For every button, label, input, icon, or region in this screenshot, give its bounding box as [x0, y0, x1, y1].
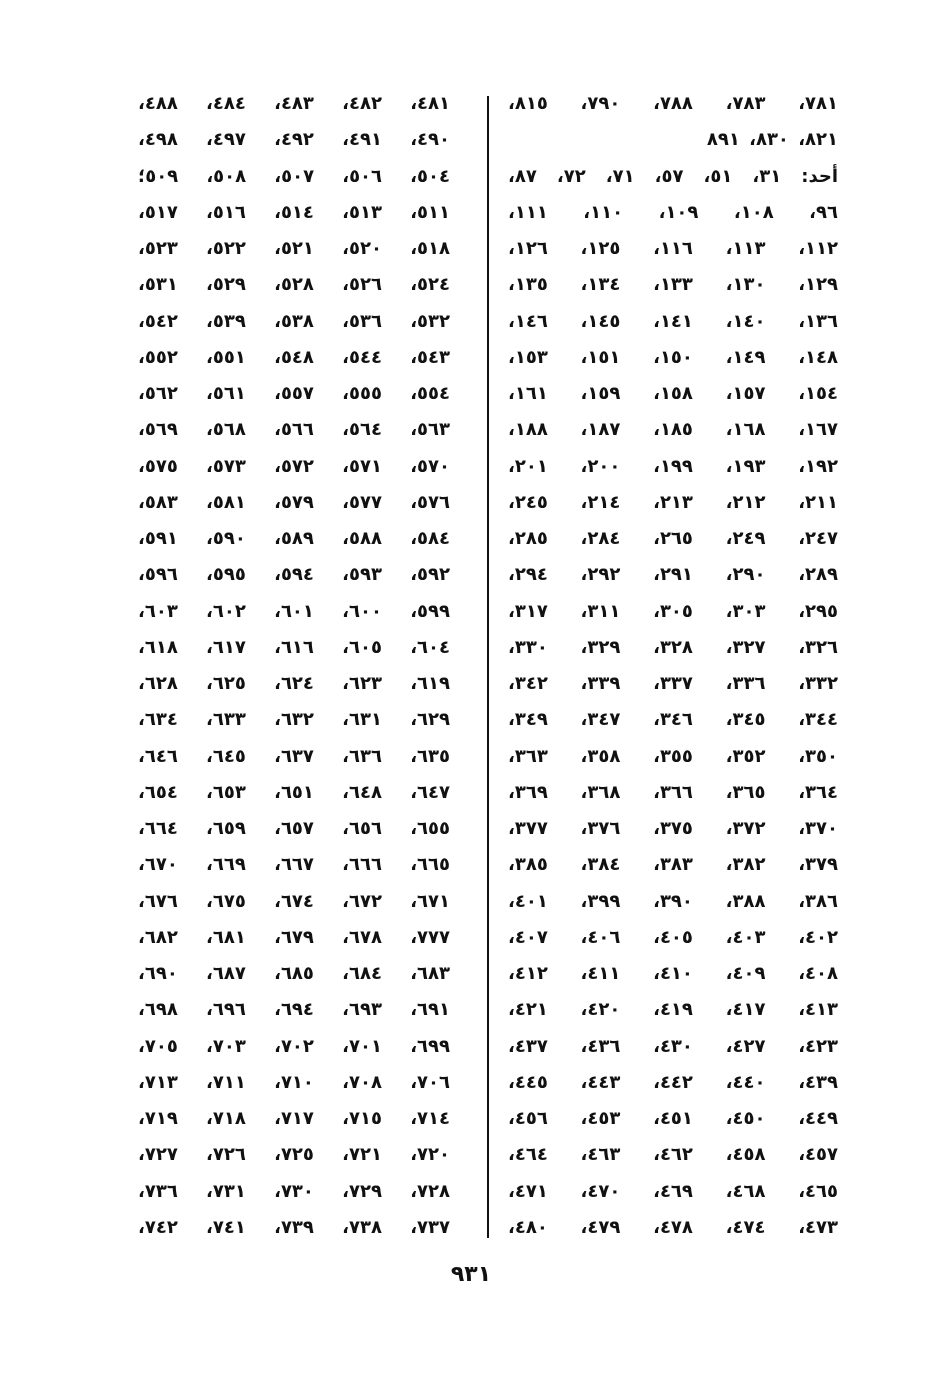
- index-line: ٣٣٢، ٣٣٦، ٣٣٧، ٣٣٩، ٣٤٢،: [508, 673, 838, 694]
- index-line: ٥٧٠، ٥٧١، ٥٧٢، ٥٧٣، ٥٧٥،: [138, 455, 450, 477]
- index-line: ٥٦٣، ٥٦٤، ٥٦٦، ٥٦٨، ٥٦٩،: [138, 419, 450, 441]
- index-line: ٧٠٦، ٧٠٨، ٧١٠، ٧١١، ٧١٣،: [138, 1071, 450, 1093]
- index-line: ٢٩٥، ٣٠٣، ٣٠٥، ٣١١، ٣١٧،: [508, 600, 838, 622]
- index-line: ١٣٦، ١٤٠، ١٤١، ١٤٥، ١٤٦،: [508, 310, 838, 332]
- page-number: ٩٣١: [450, 1262, 492, 1287]
- index-line: ٣٨٦، ٣٨٨، ٣٩٠، ٣٩٩، ٤٠١،: [508, 890, 838, 912]
- index-line: ٢١١، ٢١٢، ٢١٣، ٢١٤، ٢٤٥،: [508, 491, 838, 513]
- index-line: ٣٥٠، ٣٥٢، ٣٥٥، ٣٥٨، ٣٦٣،: [508, 745, 838, 767]
- index-line: ٤٨١، ٤٨٢، ٤٨٣، ٤٨٤، ٤٨٨،: [138, 93, 450, 114]
- index-line: ٦٢٩، ٦٣١، ٦٣٢، ٦٣٣، ٦٣٤،: [138, 709, 450, 731]
- index-column-left: [138, 86, 450, 1246]
- index-line: ١٦٧، ١٦٨، ١٨٥، ١٨٧، ١٨٨،: [508, 419, 838, 441]
- index-line: ٦٠٤، ٦٠٥، ٦١٦، ٦١٧، ٦١٨،: [138, 636, 450, 658]
- index-line: ٧٢٨، ٧٢٩، ٧٣٠، ٧٣١، ٧٣٦،: [138, 1180, 450, 1202]
- index-line: ٦٦٥، ٦٦٦، ٦٦٧، ٦٦٩، ٦٧٠،: [138, 854, 450, 876]
- index-line: ٦٤٧، ٦٤٨، ٦٥١، ٦٥٣، ٦٥٤،: [138, 781, 450, 803]
- index-line: ٤٤٩، ٤٥٠، ٤٥١، ٤٥٣، ٤٥٦،: [508, 1108, 838, 1129]
- index-line: ٧١٤، ٧١٥، ٧١٧، ٧١٨، ٧١٩،: [138, 1108, 450, 1129]
- index-line: ٥٠٤، ٥٠٦، ٥٠٧، ٥٠٨، ٥٠٩؛: [138, 165, 450, 187]
- index-line: ٧٣٧، ٧٣٨، ٧٣٩، ٧٤١، ٧٤٢،: [138, 1216, 450, 1238]
- index-line: ٤٠٨، ٤٠٩، ٤١٠، ٤١١، ٤١٢،: [508, 963, 838, 984]
- index-line: ٤٧٣، ٤٧٤، ٤٧٨، ٤٧٩، ٤٨٠،: [508, 1216, 838, 1238]
- index-line: ١٩٢، ١٩٣، ١٩٩، ٢٠٠، ٢٠١،: [508, 455, 838, 477]
- index-line: ٦٧١، ٦٧٢، ٦٧٤، ٦٧٥، ٦٧٦،: [138, 890, 450, 912]
- index-line: ٦١٩، ٦٢٣، ٦٢٤، ٦٢٥، ٦٢٨،: [138, 673, 450, 694]
- index-line: ٦٥٥، ٦٥٦، ٦٥٧، ٦٥٩، ٦٦٤،: [138, 818, 450, 839]
- index-line: ٤١٣، ٤١٧، ٤١٩، ٤٢٠، ٤٢١،: [508, 999, 838, 1021]
- index-line: ٤٣٩، ٤٤٠، ٤٤٢، ٤٤٣، ٤٤٥،: [508, 1071, 838, 1093]
- index-line: ٥٨٤، ٥٨٨، ٥٨٩، ٥٩٠، ٥٩١،: [138, 528, 450, 549]
- index-line: ٨٢١، ٨٣٠، ٨٩١: [706, 129, 838, 151]
- index-line: ٢٨٩، ٢٩٠، ٢٩١، ٢٩٢، ٢٩٤،: [508, 564, 838, 586]
- index-line: ٣٧٠، ٣٧٢، ٣٧٥، ٣٧٦، ٣٧٧،: [508, 818, 838, 839]
- index-line: ٩٦، ١٠٨، ١٠٩، ١١٠، ١١١،: [508, 201, 838, 223]
- index-line: ٢٤٧، ٢٤٩، ٢٦٥، ٢٨٤، ٢٨٥،: [508, 528, 838, 549]
- index-line: ٦٨٣، ٦٨٤، ٦٨٥، ٦٨٧، ٦٩٠،: [138, 963, 450, 984]
- index-line: ٤٩٠، ٤٩١، ٤٩٢، ٤٩٧، ٤٩٨،: [138, 129, 450, 151]
- index-line: ٥٤٣، ٥٤٤، ٥٤٨، ٥٥١، ٥٥٢،: [138, 346, 450, 368]
- index-line: ٥٢٤، ٥٢٦، ٥٢٨، ٥٢٩، ٥٣١،: [138, 274, 450, 296]
- index-line: ١٢٩، ١٣٠، ١٣٣، ١٣٤، ١٣٥،: [508, 274, 838, 296]
- index-line: ٥٧٦، ٥٧٧، ٥٧٩، ٥٨١، ٥٨٣،: [138, 491, 450, 513]
- index-line: ٥١٨، ٥٢٠، ٥٢١، ٥٢٢، ٥٢٣،: [138, 238, 450, 259]
- index-line: ٧٨١، ٧٨٣، ٧٨٨، ٧٩٠، ٨١٥،: [508, 93, 838, 114]
- index-line: ٤٠٢، ٤٠٣، ٤٠٥، ٤٠٦، ٤٠٧،: [508, 926, 838, 948]
- index-line: ٥٣٢، ٥٣٦، ٥٣٨، ٥٣٩، ٥٤٢،: [138, 310, 450, 332]
- index-line: ٥٩٩، ٦٠٠، ٦٠١، ٦٠٢، ٦٠٣،: [138, 600, 450, 622]
- index-line: ٥١١، ٥١٣، ٥١٤، ٥١٦، ٥١٧،: [138, 201, 450, 223]
- index-line: أحد: ٣١، ٥١، ٥٧، ٧١، ٧٢، ٨٧،: [508, 165, 838, 187]
- index-line: ٣٢٦، ٣٢٧، ٣٢٨، ٣٢٩، ٣٣٠،: [508, 636, 838, 658]
- index-line: ٤٦٥، ٤٦٨، ٤٦٩، ٤٧٠، ٤٧١،: [508, 1180, 838, 1202]
- index-line: ٣٧٩، ٣٨٢، ٣٨٣، ٣٨٤، ٣٨٥،: [508, 854, 838, 876]
- index-line: ٦٩١، ٦٩٣، ٦٩٤، ٦٩٦، ٦٩٨،: [138, 999, 450, 1021]
- index-line: ٥٥٤، ٥٥٥، ٥٥٧، ٥٦١، ٥٦٢،: [138, 383, 450, 404]
- index-line: ٦٩٩، ٧٠١، ٧٠٢، ٧٠٣، ٧٠٥،: [138, 1035, 450, 1057]
- index-line: ٣٦٤، ٣٦٥، ٣٦٦، ٣٦٨، ٣٦٩،: [508, 781, 838, 803]
- index-line: ١٤٨، ١٤٩، ١٥٠، ١٥١، ١٥٣،: [508, 346, 838, 368]
- index-line: ٧٢٠، ٧٢١، ٧٢٥، ٧٢٦، ٧٢٧،: [138, 1144, 450, 1166]
- index-line: ٧٧٧، ٦٧٨، ٦٧٩، ٦٨١، ٦٨٢،: [138, 926, 450, 948]
- index-line: ٣٤٤، ٣٤٥، ٣٤٦، ٣٤٧، ٣٤٩،: [508, 709, 838, 731]
- index-line: ١٥٤، ١٥٧، ١٥٨، ١٥٩، ١٦١،: [508, 383, 838, 404]
- index-line: ١١٢، ١١٣، ١١٦، ١٢٥، ١٢٦،: [508, 238, 838, 259]
- index-line: ٤٥٧، ٤٥٨، ٤٦٢، ٤٦٣، ٤٦٤،: [508, 1144, 838, 1166]
- index-line: ٥٩٢، ٥٩٣، ٥٩٤، ٥٩٥، ٥٩٦،: [138, 564, 450, 586]
- index-column-right: [508, 86, 838, 1246]
- index-line: ٤٢٣، ٤٢٧، ٤٣٠، ٤٣٦، ٤٣٧،: [508, 1035, 838, 1057]
- column-divider: [487, 96, 489, 1238]
- index-line: ٦٣٥، ٦٣٦، ٦٣٧، ٦٤٥، ٦٤٦،: [138, 745, 450, 767]
